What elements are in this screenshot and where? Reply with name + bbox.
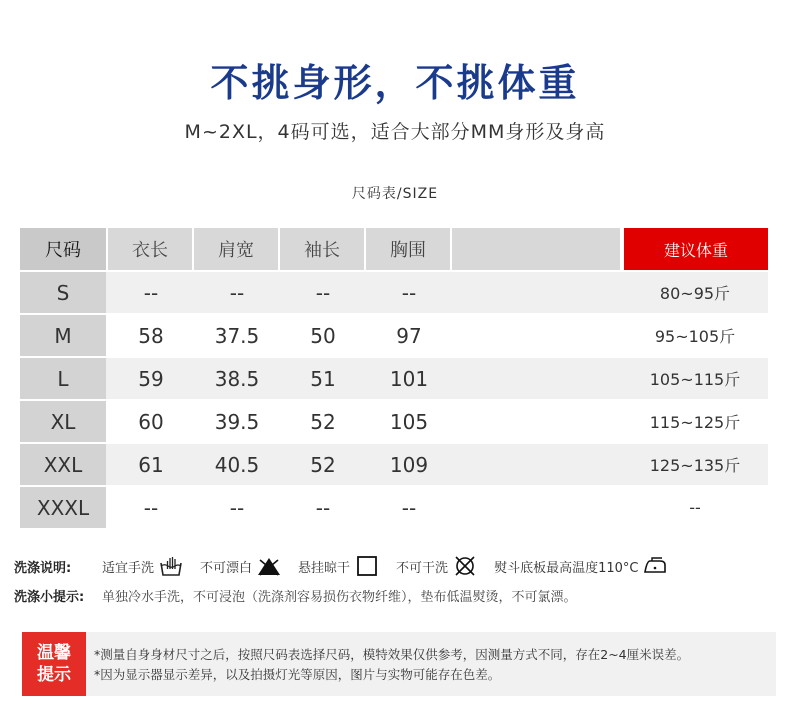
size-label: XXL	[20, 444, 106, 485]
sleeve-value: 50	[310, 323, 336, 348]
weight-value: 115~125斤	[649, 413, 741, 432]
page-subline: M~2XL，4码可选，适合大部分MM身形及身高	[184, 121, 606, 143]
iron-icon	[642, 555, 668, 577]
page-headline: 不挑身形，不挑体重	[210, 61, 580, 105]
shoulder-value: 39.5	[214, 409, 260, 434]
table-row	[20, 358, 768, 399]
badge-line: 温馨	[37, 643, 71, 663]
weight-value: --	[689, 498, 701, 517]
care-item-no-bleach	[200, 555, 282, 577]
size-label: XL	[20, 401, 106, 442]
tips-text: 单独冷水手洗，不可浸泡（洗涤剂容易损伤衣物纤维），垫布低温熨烫，不可氯漂。	[102, 589, 577, 605]
care-instructions	[14, 552, 774, 580]
shoulder-value: --	[229, 280, 245, 305]
length-value: --	[143, 280, 159, 305]
care-label: 不可干洗	[396, 560, 449, 576]
chest-value: --	[401, 495, 417, 520]
length-value: 60	[138, 409, 164, 434]
weight-value: 80~95斤	[659, 284, 731, 303]
sleeve-value: 52	[310, 452, 336, 477]
care-label: 适宜手洗	[102, 560, 155, 576]
chest-value: 105	[389, 409, 429, 434]
chest-value: 109	[389, 452, 429, 477]
size-table	[20, 228, 768, 530]
length-value: 59	[138, 366, 164, 391]
no-bleach-icon	[256, 555, 282, 577]
notice-text	[94, 645, 689, 685]
care-item-hand-wash	[102, 555, 184, 577]
header-size: 尺码	[20, 228, 106, 270]
length-value: --	[143, 495, 159, 520]
header-weight: 建议体重	[624, 228, 768, 270]
hand-wash-icon	[158, 555, 184, 577]
size-label: L	[20, 358, 106, 399]
care-item-iron	[494, 555, 668, 577]
weight-value: 105~115斤	[649, 370, 741, 389]
sleeve-value: --	[315, 495, 331, 520]
care-item-hang-dry	[298, 555, 380, 577]
table-header-row	[20, 228, 768, 270]
header-length: 衣长	[108, 228, 192, 270]
header-chest: 胸围	[366, 228, 450, 270]
notice-banner	[22, 632, 776, 696]
wash-tips	[14, 584, 774, 606]
weight-value: 95~105斤	[654, 327, 736, 346]
care-label: 悬挂晾干	[298, 560, 351, 576]
badge-line: 提示	[37, 665, 71, 685]
care-label: 熨斗底板最高温度110°C	[494, 560, 639, 576]
shoulder-value: 37.5	[214, 323, 260, 348]
shoulder-value: --	[229, 495, 245, 520]
no-dry-clean-icon	[452, 555, 478, 577]
care-item-no-dry-clean	[396, 555, 478, 577]
chest-value: --	[401, 280, 417, 305]
chest-value: 97	[396, 323, 422, 348]
weight-value: 125~135斤	[649, 456, 741, 475]
shoulder-value: 40.5	[214, 452, 260, 477]
care-title: 洗涤说明:	[14, 560, 72, 576]
size-label: S	[20, 272, 106, 313]
care-label: 不可漂白	[200, 560, 253, 576]
tips-title: 洗涤小提示:	[14, 589, 85, 605]
table-row	[20, 444, 768, 485]
size-label: XXXL	[20, 487, 106, 528]
header-blank	[452, 228, 620, 270]
sleeve-value: --	[315, 280, 331, 305]
header-sleeve: 袖长	[280, 228, 364, 270]
header-shoulder: 肩宽	[194, 228, 278, 270]
shoulder-value: 38.5	[214, 366, 260, 391]
sleeve-value: 51	[310, 366, 336, 391]
hang-dry-icon	[354, 555, 380, 577]
table-row	[20, 487, 768, 528]
length-value: 61	[138, 452, 164, 477]
notice-badge	[22, 632, 86, 696]
chest-value: 101	[389, 366, 429, 391]
notice-line: *测量自身身材尺寸之后，按照尺码表选择尺码，模特效果仅供参考，因测量方式不同，存在2~4厘米误差。	[94, 647, 690, 662]
table-row	[20, 401, 768, 442]
table-row	[20, 272, 768, 313]
sleeve-value: 52	[310, 409, 336, 434]
table-row	[20, 315, 768, 356]
length-value: 58	[138, 323, 164, 348]
table-caption: 尺码表/SIZE	[351, 186, 439, 202]
size-label: M	[20, 315, 106, 356]
notice-line: *因为显示器显示差异，以及拍摄灯光等原因，图片与实物可能存在色差。	[94, 667, 501, 682]
